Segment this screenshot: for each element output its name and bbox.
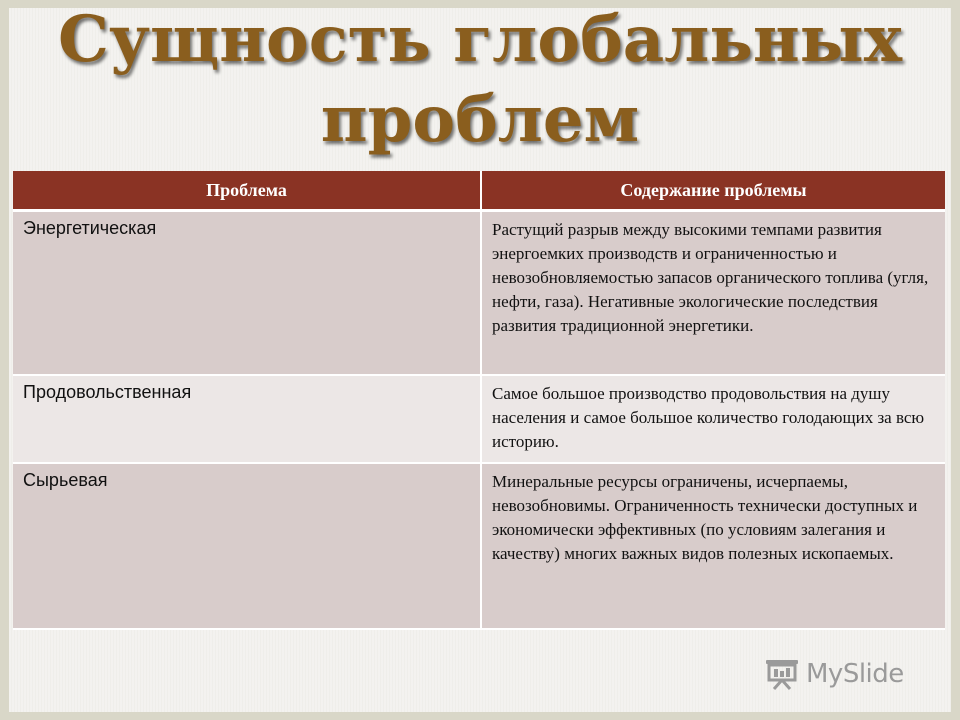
problem-name: Сырьевая — [13, 463, 481, 629]
title-line-1: Сущность глобальных — [58, 2, 902, 77]
watermark-text: MySlide — [806, 659, 904, 689]
slide-title — [0, 0, 960, 160]
problem-description: Минеральные ресурсы ограничены, исчерпаемы, невозобновимы. Ограниченность технически доступных и экономически эффективных (по условиям залегания и качеству) многих важных видов полезных ископаемых. — [481, 463, 945, 629]
table-header-row — [13, 171, 945, 211]
title-line-2: проблем — [320, 82, 640, 157]
problem-name: Продовольственная — [13, 375, 481, 463]
header-content: Содержание проблемы — [481, 171, 945, 211]
watermark-logo — [764, 654, 904, 694]
header-problem: Проблема — [13, 171, 481, 211]
table-row — [13, 211, 945, 376]
presentation-board-icon — [764, 657, 800, 691]
problem-name: Энергетическая — [13, 211, 481, 376]
table-row — [13, 375, 945, 463]
problems-table — [13, 171, 945, 630]
problem-description: Растущий разрыв между высокими темпами развития энергоемких производств и ограниченностью и невозобновляемостью запасов органического топлива (угля, нефти, газа). Негативные экологические последствия развития традиционной энергетики. — [481, 211, 945, 376]
problem-description: Самое большое производство продовольствия на душу населения и самое большое количество голодающих за всю историю. — [481, 375, 945, 463]
table-row — [13, 463, 945, 629]
